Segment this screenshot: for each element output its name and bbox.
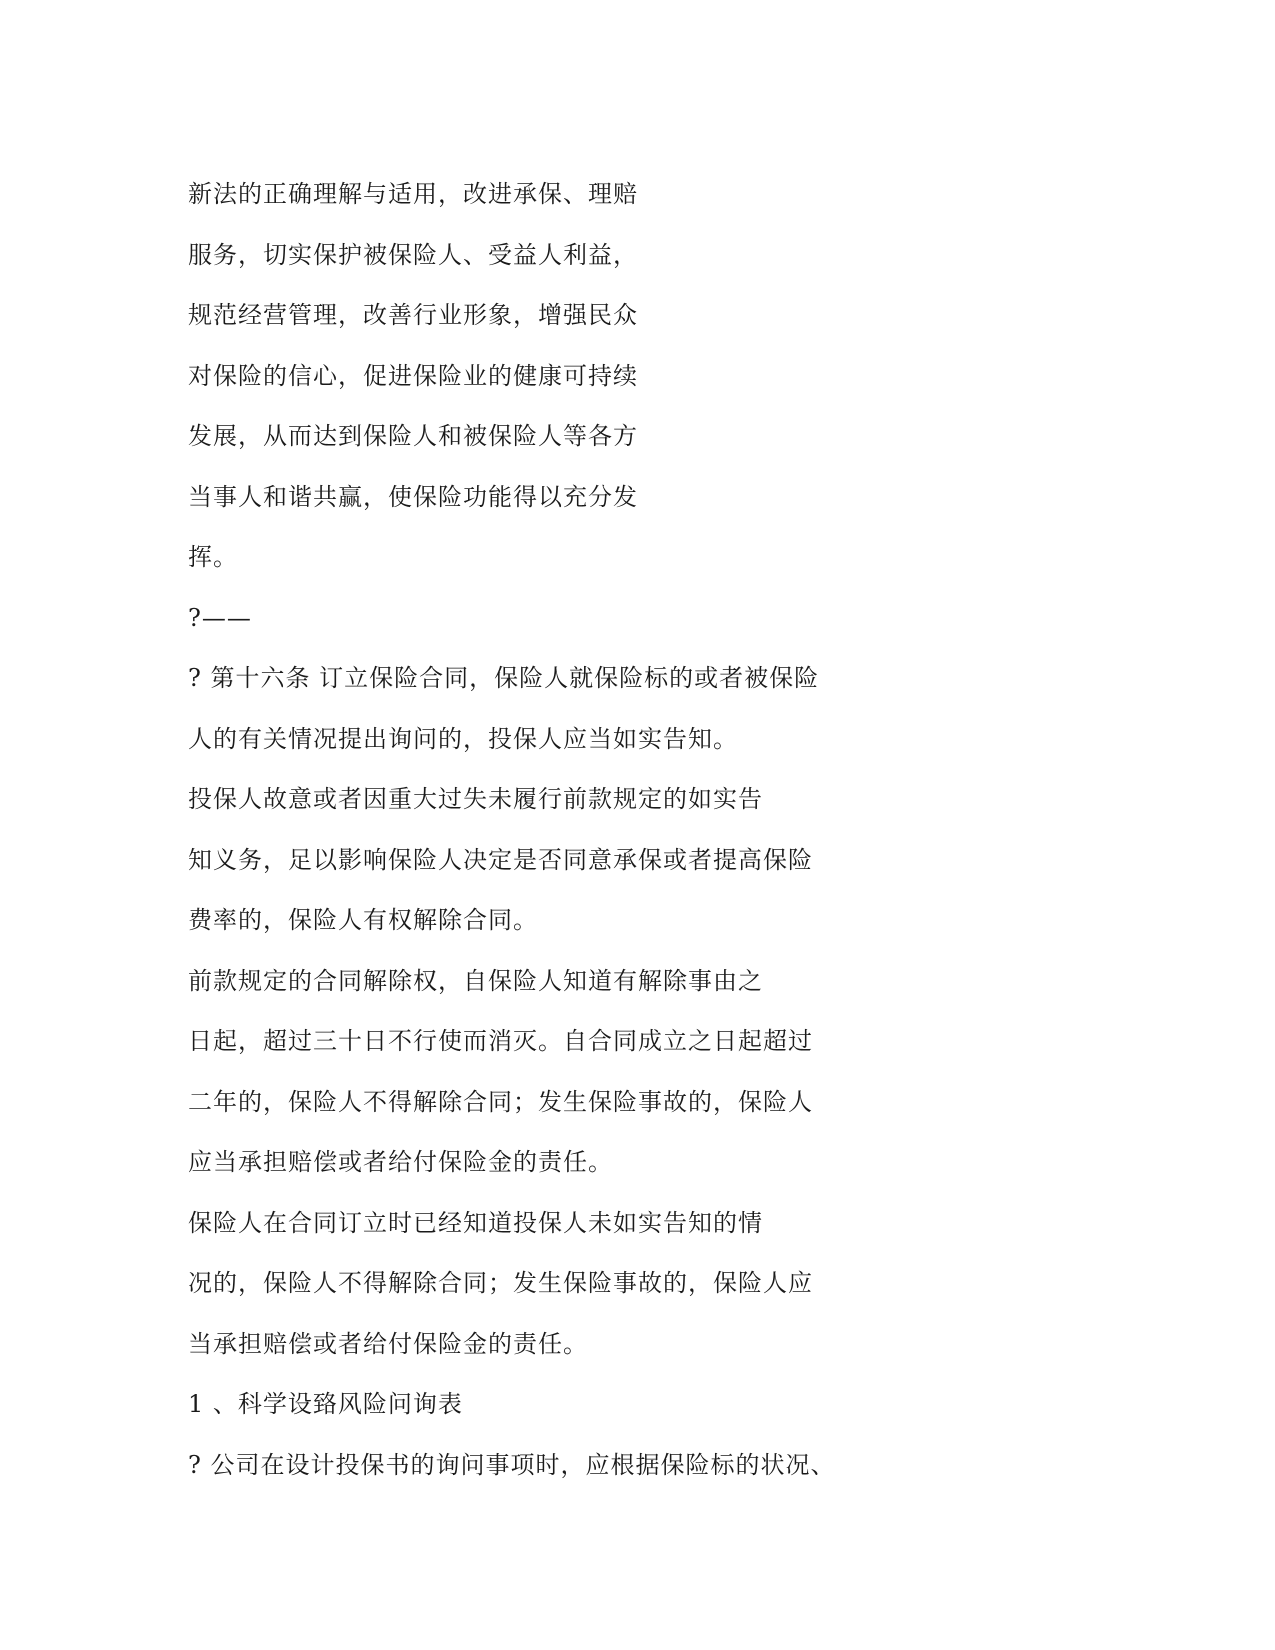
text-line: 知义务，足以影响保险人决定是否同意承保或者提高保险 xyxy=(188,845,813,874)
document-body xyxy=(188,174,1068,1505)
text-line: 应当承担赔偿或者给付保险金的责任。 xyxy=(188,1148,613,1176)
text-line: 前款规定的合同解除权，自保险人知道有解除事由之 xyxy=(188,966,763,995)
text-line: 发展，从而达到保险人和被保险人等各方 xyxy=(188,422,638,450)
text-line: 新法的正确理解与适用，改进承保、理赔 xyxy=(188,180,638,208)
text-line: 日起，超过三十日不行使而消灭。自合同成立之日起超过 xyxy=(188,1027,813,1055)
text-line: 服务，切实保护被保险人、受益人利益， xyxy=(188,240,638,269)
section-heading-line: 1 、科学设臵风险问询表 xyxy=(188,1390,463,1418)
text-line: 二年的，保险人不得解除合同；发生保险事故的，保险人 xyxy=(188,1087,813,1116)
text-line: 保险人在合同订立时已经知道投保人未如实告知的情 xyxy=(188,1208,763,1237)
text-line: 费率的，保险人有权解除合同。 xyxy=(188,906,538,934)
text-line: 规范经营管理，改善行业形象，增强民众 xyxy=(188,301,638,329)
text-line: ? 公司在设计投保书的询问事项时，应根据保险标的状况、 xyxy=(188,1450,836,1479)
text-line: 投保人故意或者因重大过失未履行前款规定的如实告 xyxy=(188,785,763,813)
text-line: 挥。 xyxy=(188,543,238,571)
text-line: 当承担赔偿或者给付保险金的责任。 xyxy=(188,1329,588,1358)
text-line: 况的，保险人不得解除合同；发生保险事故的，保险人应 xyxy=(188,1269,813,1297)
text-line: 对保险的信心，促进保险业的健康可持续 xyxy=(188,361,638,390)
text-line: 当事人和谐共赢，使保险功能得以充分发 xyxy=(188,482,638,511)
text-line: 人的有关情况提出询问的，投保人应当如实告知。 xyxy=(188,724,738,753)
separator-line: ?—— xyxy=(188,603,252,632)
article-heading-line: ? 第十六条 订立保险合同，保险人就保险标的或者被保险 xyxy=(188,664,820,692)
